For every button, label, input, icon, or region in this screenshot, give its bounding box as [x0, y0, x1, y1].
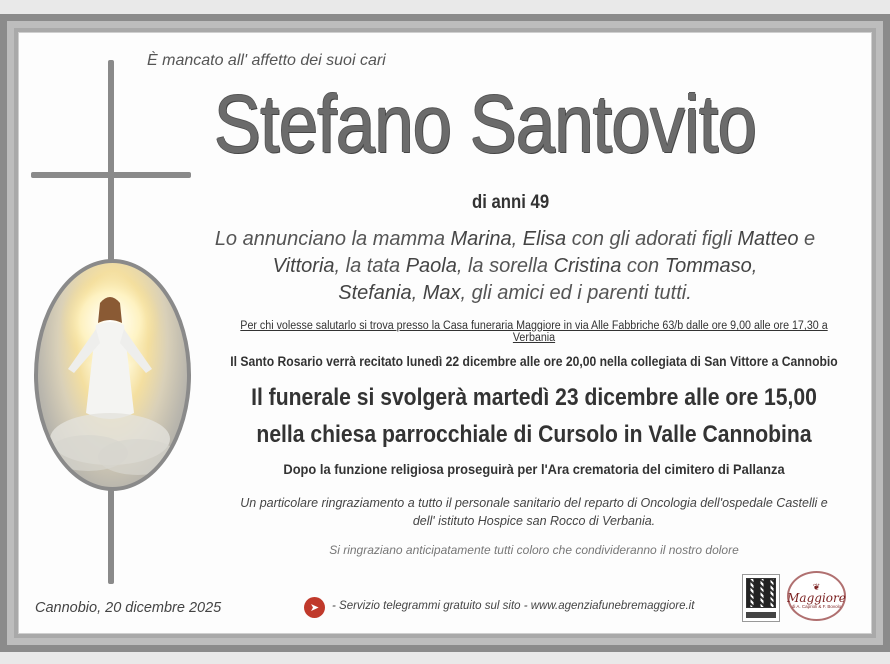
paper-plane-icon[interactable]: ➤: [304, 597, 325, 618]
cremation-info: Dopo la funzione religiosa proseguirà per l'Ara crematoria del cimitero di Pallanza: [283, 461, 785, 477]
relative-name: Tommaso: [664, 255, 752, 277]
announce-text: ,: [411, 282, 423, 304]
qr-code[interactable]: [742, 574, 780, 622]
funeral-info-line-2: nella chiesa parrocchiale di Cursolo in Valle Cannobina: [256, 421, 812, 448]
relative-name: Vittoria: [272, 255, 335, 277]
cross-horizontal-bar: [31, 172, 191, 178]
jesus-figure-icon: [38, 263, 187, 487]
announce-text: , la sorella: [456, 255, 554, 277]
acknowledgement-line-2: dell' istituto Hospice san Rocco di Verbania.: [412, 514, 656, 528]
acknowledgement-line-1: Un particolare ringraziamento a tutto il personale sanitario del reparto di Oncologia dell'ospedale Castelli e: [240, 496, 828, 510]
relative-name: Elisa: [522, 228, 567, 250]
qr-caption-bar: [746, 612, 776, 618]
deceased-age: di anni 49: [472, 192, 550, 213]
announce-text: e: [798, 228, 816, 250]
swan-icon: ❦: [812, 581, 821, 592]
announce-text: , la tata: [334, 255, 406, 277]
announcement-paragraph: [190, 226, 840, 307]
relative-name: Stefania: [338, 282, 412, 304]
announce-text: Lo annunciano la mamma: [214, 228, 451, 250]
relative-name: Cristina: [553, 255, 622, 277]
deceased-name: Stefano Santovito: [214, 79, 757, 170]
announce-text: ,: [511, 228, 523, 250]
relative-name: Max: [422, 282, 461, 304]
logo-name: Maggiore: [787, 590, 846, 605]
visitation-info: Per chi volesse salutarlo si trova presso la Casa funeraria Maggiore in via Alle Fabbriche 63/b dalle ore 9,00 alle ore 17,30 a Verbania: [240, 320, 828, 344]
logo-subtitle: di A. Caprioli & F. Bovolo: [791, 603, 842, 609]
rosary-info: Il Santo Rosario verrà recitato lunedì 22 dicembre alle ore 20,00 nella collegiata di San Vittore a Cannobio: [230, 354, 838, 369]
place-and-date: Cannobio, 20 dicembre 2025: [35, 600, 222, 616]
telegram-service-link[interactable]: - Servizio telegrammi gratuito sul sito - www.agenziafunebremaggiore.it: [332, 600, 695, 612]
announce-text: , gli amici ed i parenti tutti.: [460, 282, 692, 304]
qr-code-icon: [746, 578, 776, 608]
acknowledgement-text: [196, 494, 872, 530]
agency-logo: [787, 571, 846, 621]
announce-text: con gli adorati figli: [566, 228, 738, 250]
funeral-info-line-1: Il funerale si svolgerà martedì 23 dicembre alle ore 15,00: [251, 384, 817, 411]
intro-text: È mancato all' affetto dei suoi cari: [147, 52, 386, 69]
announce-text: ,: [751, 255, 758, 277]
relative-name: Matteo: [737, 228, 799, 250]
final-thanks: Si ringraziano anticipatamente tutti coloro che condivideranno il nostro dolore: [329, 543, 739, 557]
relative-name: Marina: [450, 228, 512, 250]
religious-medallion-image: [34, 259, 191, 491]
announce-text: con: [621, 255, 665, 277]
relative-name: Paola: [405, 255, 457, 277]
